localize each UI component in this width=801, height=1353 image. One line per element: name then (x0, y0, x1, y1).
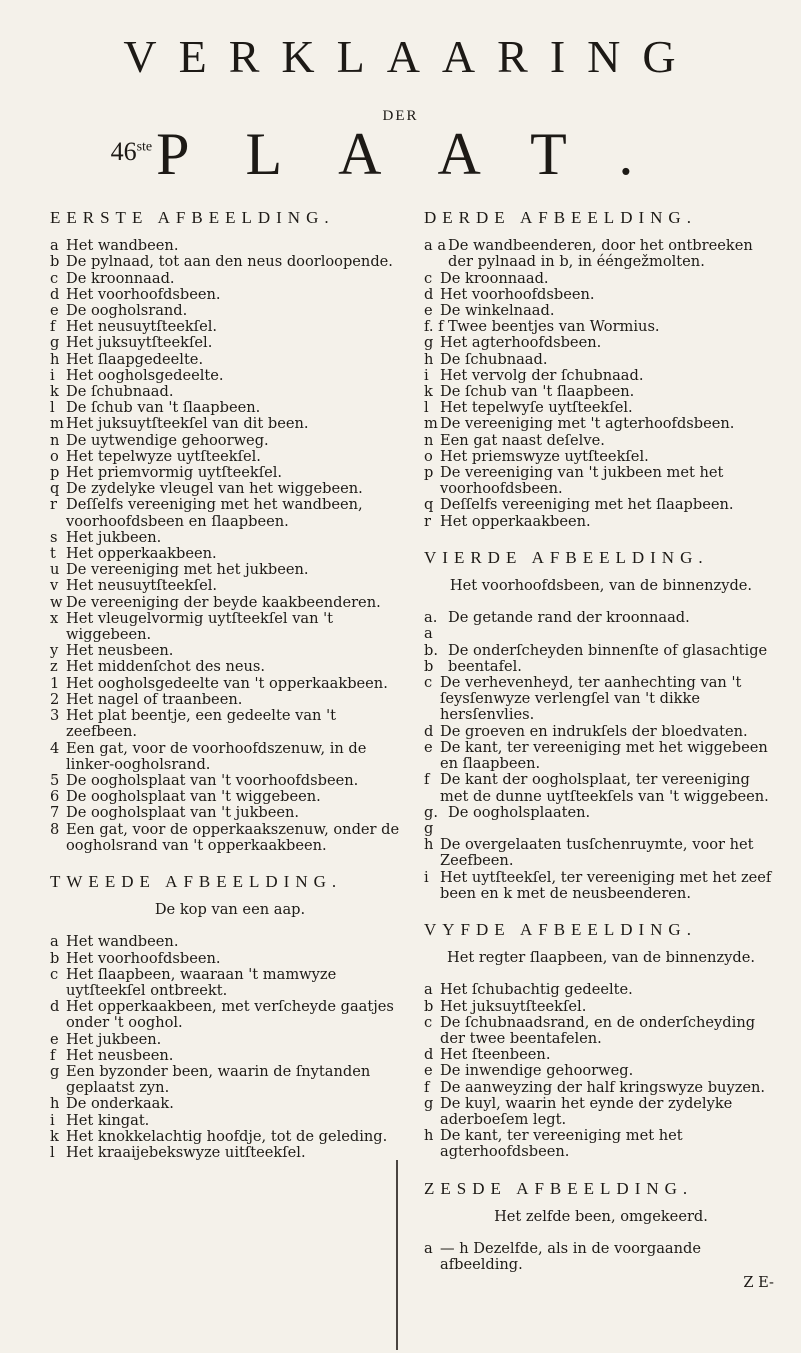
item-text: Een gat naast deſelve. (440, 431, 605, 449)
item-key: f (424, 771, 430, 789)
list-item (50, 352, 410, 368)
item-key: n (424, 431, 434, 449)
list-item (50, 1145, 410, 1161)
item-key: u (50, 561, 60, 579)
list-item (424, 982, 778, 998)
list-item (50, 967, 410, 999)
item-text: De ſchubnaad. (66, 383, 174, 401)
item-key: m (424, 415, 438, 433)
item-key: 2 (50, 690, 60, 708)
item-key: i (424, 366, 429, 384)
item-key: b (50, 949, 60, 967)
item-key: o (424, 447, 433, 465)
left-column (50, 210, 410, 1161)
catchword: Z E- (743, 1274, 774, 1292)
section-heading: DERDE AFBEELDING. (424, 208, 697, 227)
item-text: Het knokkelachtig hoofdje, tot de geleding. (66, 1127, 388, 1145)
list-item (424, 271, 778, 287)
item-text: Het wandbeen. (66, 237, 179, 255)
list-item (424, 1080, 778, 1096)
item-key: d (424, 1046, 434, 1064)
item-text: Het neusbeen. (66, 642, 174, 660)
list-item (424, 837, 778, 869)
plate-word: PLAAT. (156, 121, 690, 187)
item-text: De kant, ter vereeniging met het agterhoofdsbeen. (440, 1127, 683, 1161)
item-key: r (50, 496, 57, 514)
item-key: b (50, 253, 60, 271)
legend-list (424, 238, 778, 530)
item-text: De verhevenheyd, ter aanhechting van 't ſeysſenwyze verlengſel van 't dikke hersſenvlies. (440, 674, 742, 724)
list-item (424, 1241, 778, 1273)
item-text: De onderſcheyden binnenſte of glasachtige beentafel. (448, 641, 768, 675)
item-key: 1 (50, 674, 60, 692)
item-text: Het jukbeen. (66, 528, 162, 546)
item-text: De kroonnaad. (66, 269, 175, 287)
list-item (50, 546, 410, 562)
list-item (424, 433, 778, 449)
item-key: q (50, 480, 60, 498)
item-text: De kant der oogholsplaat, ter vereeniging met de dunne uytſteekſels van 't wiggebeen. (440, 771, 769, 805)
item-text: Het juksuytſteekſel van dit been. (66, 415, 309, 433)
item-key: b (424, 997, 434, 1015)
list-item (50, 1096, 410, 1112)
list-item (424, 740, 778, 772)
item-key: d (50, 998, 60, 1016)
item-text: Het plat beentje, een gedeelte van 't zeefbeen. (66, 707, 336, 741)
item-key: t (50, 545, 56, 563)
item-text: De vereeniging met het jukbeen. (66, 561, 309, 579)
item-key: f (50, 1046, 56, 1064)
list-item (50, 433, 410, 449)
section-heading: ZESDE AFBEELDING. (424, 1178, 694, 1198)
list-item (50, 238, 410, 254)
item-key: d (424, 285, 434, 303)
item-key: 6 (50, 788, 60, 806)
list-item (50, 1064, 410, 1096)
item-text: Een gat, voor de voorhoofdszenuw, in de linker-oogholsrand. (66, 739, 367, 773)
item-text: Het neusuytſteekſel. (66, 577, 218, 595)
item-key: i (50, 366, 55, 384)
section-subtitle: Het voorhoofdsbeen, van de binnenzyde. (449, 577, 753, 595)
item-key: k (424, 383, 433, 401)
item-key: g. g (424, 803, 438, 837)
item-key: x (50, 609, 59, 627)
list-item (424, 497, 778, 513)
item-key: f (50, 318, 56, 336)
section-heading: TWEEDE AFBEELDING. (50, 871, 343, 891)
list-item (50, 416, 410, 432)
item-text: Het kingat. (66, 1111, 150, 1129)
legend-list (50, 934, 410, 1161)
list-item (50, 741, 410, 773)
item-key: f (424, 1078, 430, 1096)
list-item (50, 481, 410, 497)
list-item (424, 303, 778, 319)
list-item (424, 400, 778, 416)
list-item (424, 319, 778, 335)
item-text: De kroonnaad. (440, 269, 549, 287)
legend-list (424, 1241, 778, 1273)
item-text: De kuyl, waarin het eynde der zydelyke aderboeſem legt. (440, 1094, 733, 1128)
item-key: b. b (424, 641, 438, 675)
list-item (50, 643, 410, 659)
item-key: l (50, 399, 55, 417)
item-text: Het voorhoofdsbeen. (66, 285, 221, 303)
item-text: Het oogholsgedeelte. (66, 366, 224, 384)
list-item (50, 773, 410, 789)
item-text: Het agterhoofdsbeen. (440, 334, 602, 352)
list-item (50, 271, 410, 287)
item-key: e (50, 1030, 59, 1048)
main-title: VERKLAARING (123, 31, 698, 82)
list-item (424, 287, 778, 303)
item-key: p (424, 464, 434, 482)
list-item (50, 497, 410, 529)
list-item (50, 562, 410, 578)
margin-rule (396, 1160, 398, 1350)
item-text: De wandbeenderen, door het ontbreeken der pylnaad in b, in ééngežmolten. (448, 237, 753, 271)
legend-list (424, 610, 778, 902)
list-item (424, 1015, 778, 1047)
item-text: Het ſteenbeen. (440, 1046, 551, 1064)
list-item (50, 368, 410, 384)
list-item (50, 805, 410, 821)
list-item (424, 416, 778, 432)
item-text: De winkelnaad. (440, 302, 555, 320)
item-key: c (424, 1013, 433, 1031)
item-key: c (424, 674, 433, 692)
item-key: a (50, 933, 59, 951)
item-text: Het voorhoofdsbeen. (66, 949, 221, 967)
item-text: De ſchubnaadsrand, en de onderſcheyding der twee beentafelen. (440, 1013, 756, 1047)
list-item (50, 465, 410, 481)
item-text: De zydelyke vleugel van het wiggebeen. (66, 480, 363, 498)
item-text: De pylnaad, tot aan den neus doorloopende. (66, 253, 393, 271)
list-item (50, 822, 410, 854)
list-item (424, 675, 778, 724)
item-text: De overgelaaten tusſchenruymte, voor het Zeefbeen. (440, 836, 754, 870)
list-item (50, 789, 410, 805)
list-item (424, 999, 778, 1015)
list-item (50, 1032, 410, 1048)
item-key: h (424, 836, 434, 854)
item-key: v (50, 577, 59, 595)
list-item (424, 1128, 778, 1160)
item-text: Het vervolg der ſchubnaad. (440, 366, 644, 384)
section-heading: EERSTE AFBEELDING. (50, 208, 335, 227)
item-key: i (50, 1111, 55, 1129)
item-key: c (50, 965, 59, 983)
item-text: De vereeniging met 't agterhoofdsbeen. (440, 415, 735, 433)
item-text: De oogholsplaat van 't voorhoofdsbeen. (66, 771, 359, 789)
item-key: d (50, 285, 60, 303)
item-text: Twee beentjes van Wormius. (448, 318, 660, 336)
item-key: h (50, 1095, 60, 1113)
item-key: z (50, 658, 58, 676)
item-key: l (50, 1143, 55, 1161)
list-item (50, 384, 410, 400)
item-key: a (424, 981, 433, 999)
list-item (50, 578, 410, 594)
section-subtitle: Het zelfde been, omgekeerd. (494, 1207, 708, 1225)
item-key: q (424, 496, 434, 514)
list-item (424, 238, 778, 270)
item-text: Het tepelwyſe uytſteekſel. (440, 399, 633, 417)
item-text: Het wandbeen. (66, 933, 179, 951)
list-item (50, 692, 410, 708)
item-text: Het priemvormig uytſteekſel. (66, 464, 283, 482)
item-text: Deſſelfs vereeniging met het ſlaapbeen. (440, 496, 734, 514)
item-key: c (50, 269, 59, 287)
item-text: Het neusuytſteekſel. (66, 318, 218, 336)
list-item (50, 319, 410, 335)
plate-title (20, 120, 780, 192)
item-text: Het ſlaapgedeelte. (66, 350, 204, 368)
item-text: Het vleugelvormig uytſteekſel van 't wiggebeen. (66, 609, 334, 644)
item-key: w (50, 593, 63, 611)
item-text: Het neusbeen. (66, 1046, 174, 1064)
item-text: Het ſlaapbeen, waaraan 't mamwyze uytſteekſel ontbreekt. (66, 965, 337, 999)
item-key: 5 (50, 771, 60, 789)
item-text: Het tepelwyze uytſteekſel. (66, 447, 261, 465)
item-text: Het juksuytſteekſel. (440, 997, 587, 1015)
list-item (50, 1113, 410, 1129)
list-item (50, 449, 410, 465)
item-text: De ſchubnaad. (440, 350, 548, 368)
list-item (50, 951, 410, 967)
list-item (424, 724, 778, 740)
item-key: i (424, 868, 429, 886)
list-item (424, 335, 778, 351)
item-text: De inwendige gehoorweg. (440, 1062, 634, 1080)
section-heading: VYFDE AFBEELDING. (424, 919, 697, 939)
item-key: f. f (424, 318, 444, 336)
list-item (50, 530, 410, 546)
item-text: Het oogholsgedeelte van 't opperkaakbeen. (66, 674, 388, 692)
item-key: 7 (50, 804, 60, 822)
list-item (50, 1129, 410, 1145)
list-item (50, 934, 410, 950)
item-text: Het middenſchot des neus. (66, 658, 266, 676)
item-text: De onderkaak. (66, 1095, 174, 1113)
item-key: h (424, 1127, 434, 1145)
item-text: De vereeniging der beyde kaakbeenderen. (66, 593, 381, 611)
list-item (50, 254, 410, 270)
list-item (424, 772, 778, 804)
item-key: n (50, 431, 60, 449)
item-key: g (424, 334, 434, 352)
item-text: De oogholsplaat van 't jukbeen. (66, 804, 300, 822)
legend-list (424, 982, 778, 1160)
item-text: Een byzonder been, waarin de ſnytanden geplaatst zyn. (66, 1062, 371, 1097)
item-text: De aanweyzing der half kringswyze buyzen. (440, 1078, 766, 1096)
item-key: m (50, 415, 64, 433)
item-text: Het opperkaakbeen. (440, 512, 591, 530)
item-text: Het opperkaakbeen, met verſcheyde gaatjes onder 't ooghol. (66, 998, 394, 1032)
item-text: Het voorhoofdsbeen. (440, 285, 595, 303)
item-key: k (50, 383, 59, 401)
item-key: r (424, 512, 431, 530)
item-key: a (50, 237, 59, 255)
item-key: y (50, 642, 59, 660)
item-key: e (424, 302, 433, 320)
list-item (50, 287, 410, 303)
list-item (50, 659, 410, 675)
item-text: De getande rand der kroonnaad. (448, 609, 690, 627)
list-item (424, 368, 778, 384)
list-item (424, 352, 778, 368)
item-key: a a (424, 237, 447, 255)
item-key: p (50, 464, 60, 482)
item-text: De oogholsrand. (66, 302, 188, 320)
list-item (424, 1096, 778, 1128)
item-key: a. a (424, 609, 438, 643)
item-text: De vereeniging van 't jukbeen met het voorhoofdsbeen. (440, 464, 724, 498)
item-key: g (50, 1062, 60, 1080)
item-text: Een gat, voor de opperkaakszenuw, onder de oogholsrand van 't opperkaakbeen. (66, 820, 400, 854)
item-key: a (424, 1239, 433, 1257)
item-key: g (424, 1094, 434, 1112)
item-key: e (424, 1062, 433, 1080)
list-item (50, 303, 410, 319)
list-item (424, 643, 778, 675)
list-item (50, 595, 410, 611)
list-item (424, 1047, 778, 1063)
item-key: 3 (50, 707, 60, 725)
item-text: Het ſchubachtig gedeelte. (440, 981, 633, 999)
item-key: o (50, 447, 59, 465)
item-text: De ſchub van 't ſlaapbeen. (440, 383, 635, 401)
list-item (424, 805, 778, 837)
list-item (50, 676, 410, 692)
list-item (424, 514, 778, 530)
item-key: h (50, 350, 60, 368)
item-text: De kant, ter vereeniging met het wiggebeen en ſlaapbeen. (440, 738, 768, 773)
item-text: Het juksuytſteekſel. (66, 334, 213, 352)
item-text: De oogholsplaat van 't wiggebeen. (66, 788, 321, 806)
list-item (50, 400, 410, 416)
item-key: e (424, 738, 433, 756)
item-text: Het kraaijebekswyze uitſteekſel. (66, 1143, 306, 1161)
item-key: l (424, 399, 429, 417)
item-key: 4 (50, 739, 60, 757)
item-text: — h Dezelfde, als in de voorgaande afbeelding. (440, 1239, 701, 1274)
item-key: c (424, 269, 433, 287)
right-column (424, 210, 778, 1292)
item-text: De oogholsplaaten. (448, 803, 591, 821)
legend-list (50, 238, 410, 854)
list-item (50, 708, 410, 740)
item-text: Deſſelfs vereeniging met het wandbeen, voorhoofdsbeen en ſlaapbeen. (66, 496, 363, 530)
item-key: g (50, 334, 60, 352)
list-item (424, 449, 778, 465)
item-key: s (50, 528, 58, 546)
list-item (424, 384, 778, 400)
list-item (424, 610, 778, 642)
item-key: d (424, 722, 434, 740)
section-subtitle: De kop van een aap. (154, 901, 306, 919)
item-key: k (50, 1127, 59, 1145)
item-text: Het opperkaakbeen. (66, 545, 217, 563)
plate-ordinal: 46ste (110, 137, 153, 166)
item-key: e (50, 302, 59, 320)
section-subtitle: Het regter ſlaapbeen, van de binnenzyde. (446, 949, 756, 967)
item-key: h (424, 350, 434, 368)
section-heading: VIERDE AFBEELDING. (424, 547, 709, 567)
item-text: De ſchub van 't ſlaapbeen. (66, 399, 261, 417)
title-der: DER (382, 108, 419, 124)
item-text: De uytwendige gehoorweg. (66, 431, 269, 449)
list-item (424, 465, 778, 497)
item-text: Het jukbeen. (66, 1030, 162, 1048)
list-item (50, 611, 410, 643)
list-item (50, 999, 410, 1031)
list-item (424, 870, 778, 902)
list-item (50, 1048, 410, 1064)
item-text: Het nagel of traanbeen. (66, 690, 243, 708)
list-item (50, 335, 410, 351)
item-key: 8 (50, 820, 60, 838)
item-text: Het priemswyze uytſteekſel. (440, 447, 649, 465)
item-text: Het uytſteekſel, ter vereeniging met het zeef been en k met de neusbeenderen. (440, 868, 772, 902)
list-item (424, 1063, 778, 1079)
item-text: De groeven en indrukſels der bloedvaten. (440, 722, 748, 740)
